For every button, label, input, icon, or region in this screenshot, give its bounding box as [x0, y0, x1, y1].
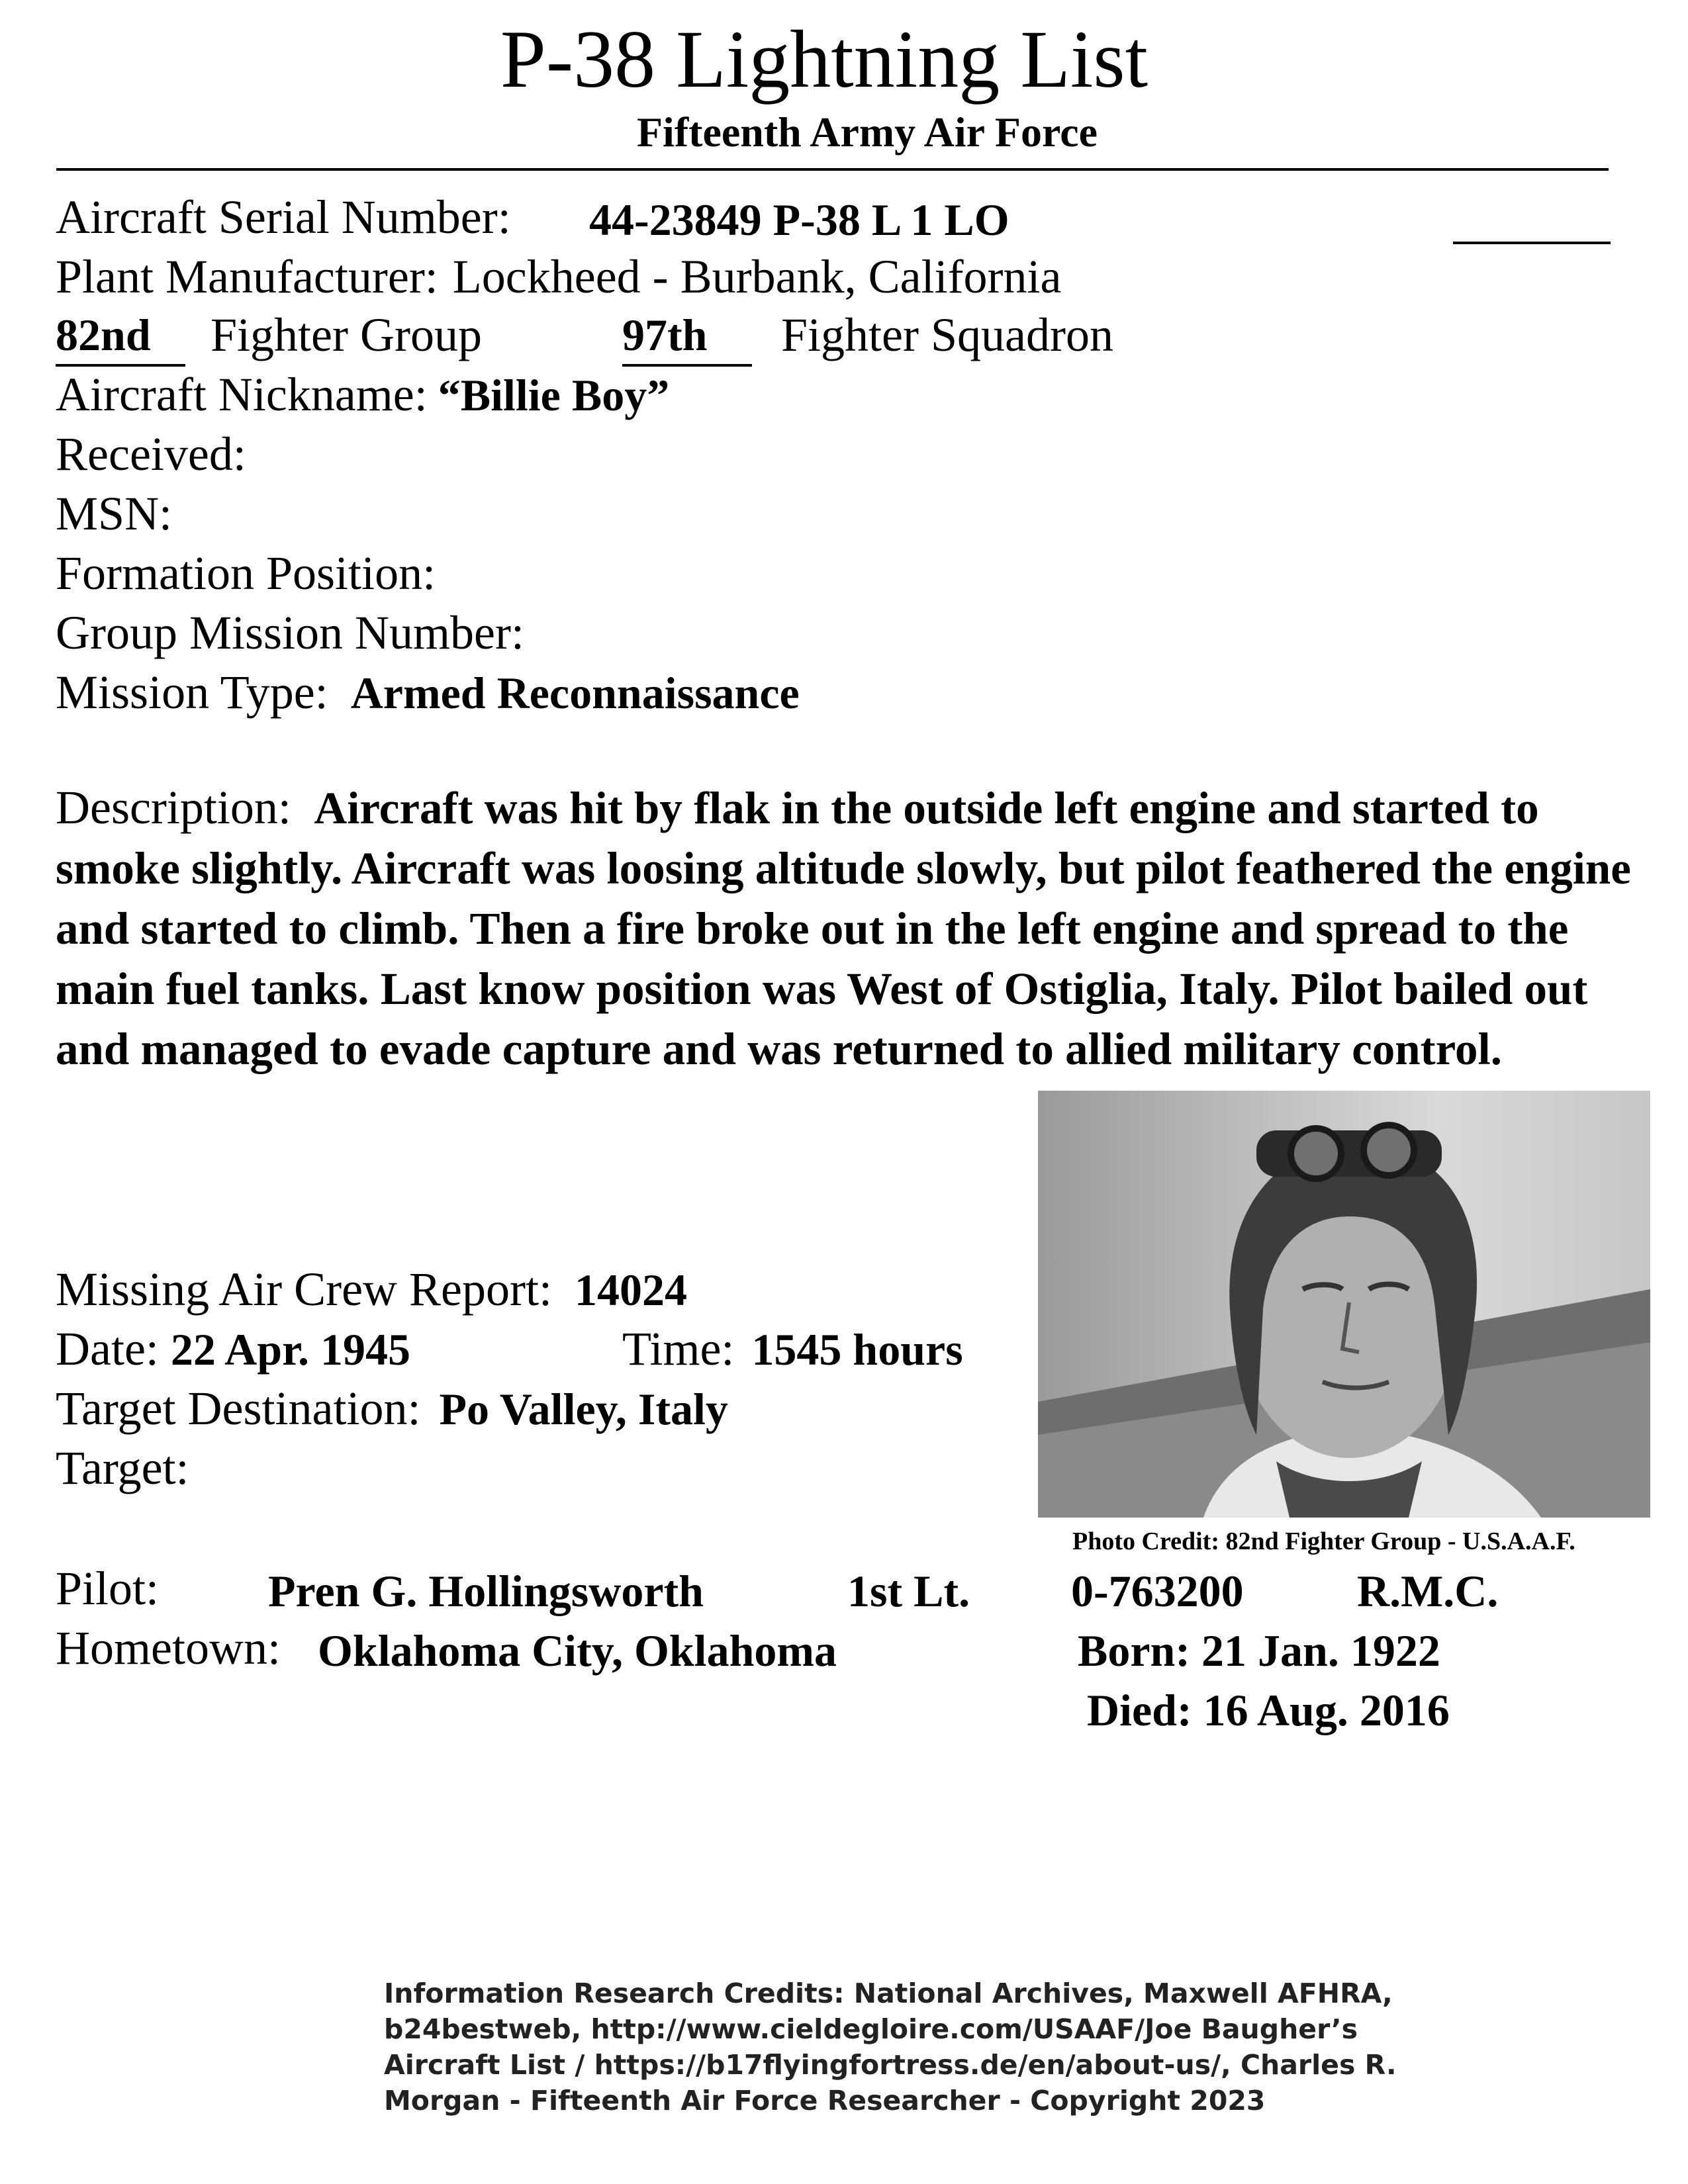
squadron-value: 97th	[622, 306, 752, 367]
serial-row	[56, 188, 511, 246]
mission-type-row	[56, 663, 800, 722]
squadron-number	[622, 306, 752, 367]
description-label: Description:	[56, 781, 291, 834]
macr-value: 14024	[575, 1265, 687, 1315]
credits-line-1: Information Research Credits: National Archives, Maxwell AFHRA,	[384, 1978, 1393, 2009]
squadron-label: Fighter Squadron	[781, 308, 1113, 361]
macr-label: Missing Air Crew Report:	[56, 1263, 552, 1316]
manufacturer-label: Plant Manufacturer:	[56, 250, 438, 303]
pilot-photo	[1038, 1091, 1650, 1518]
pilot-label: Pilot:	[56, 1562, 160, 1615]
photo-credit: Photo Credit: 82nd Fighter Group - U.S.A.A.F.	[1072, 1527, 1575, 1555]
page-title: P-38 Lightning List	[500, 14, 1149, 105]
date-row	[56, 1320, 410, 1379]
manufacturer-value: Lockheed - Burbank, California	[452, 250, 1062, 303]
hometown-value: Oklahoma City, Oklahoma	[318, 1625, 837, 1676]
pilot-born: Born: 21 Jan. 1922	[1078, 1625, 1440, 1676]
macr-row	[56, 1260, 687, 1319]
received-label: Received:	[56, 428, 246, 480]
credits-line-3: Aircraft List / https://b17flyingfortress.de/en/about-us/, Charles R.	[384, 2049, 1397, 2081]
description	[56, 778, 1631, 1079]
research-credits	[384, 1976, 1397, 2118]
pilot-status: R.M.C.	[1357, 1566, 1499, 1616]
time-value: 1545 hours	[751, 1324, 963, 1375]
destination-value: Po Valley, Italy	[439, 1384, 728, 1434]
group-value: 82nd	[56, 306, 185, 367]
destination-row	[56, 1379, 728, 1438]
target-label: Target:	[56, 1441, 189, 1494]
group-label: Fighter Group	[211, 308, 482, 361]
page-subtitle: Fifteenth Army Air Force	[636, 109, 1098, 156]
nickname-value: “Billie Boy”	[438, 370, 670, 420]
credits-line-4: Morgan - Fifteenth Air Force Researcher - Copyright 2023	[384, 2085, 1266, 2116]
date-label: Date:	[56, 1322, 159, 1375]
hometown-label: Hometown:	[56, 1621, 281, 1674]
mission-type-value: Armed Reconnaissance	[350, 668, 800, 718]
manufacturer-row	[56, 248, 1061, 306]
msn-label: MSN:	[56, 487, 173, 540]
nickname-row	[56, 365, 669, 424]
pilot-name: Pren G. Hollingsworth	[268, 1566, 704, 1616]
pilot-portrait-icon	[1038, 1091, 1650, 1518]
blank-line	[1453, 242, 1611, 244]
nickname-label: Aircraft Nickname:	[56, 368, 428, 421]
group-mission-label: Group Mission Number:	[56, 606, 524, 659]
serial-label: Aircraft Serial Number:	[56, 191, 511, 244]
formation-label: Formation Position:	[56, 547, 436, 600]
time-row	[622, 1320, 963, 1379]
date-value: 22 Apr. 1945	[170, 1324, 411, 1375]
pilot-serial: 0-763200	[1071, 1566, 1244, 1616]
credits-line-2: b24bestweb, http://www.cieldegloire.com/USAAF/Joe Baugher’s	[384, 2013, 1358, 2045]
description-text: Aircraft was hit by flak in the outside left engine and started to smoke slightly. Aircraft was loosing altitude slowly, but pilot feathered the engine and started to climb. Then a fire broke out in the left engine and spread to the main fuel tanks. Last know position was West of Ostiglia, Italy. Pilot bailed out and managed to evade capture and was returned to allied military control.	[56, 783, 1631, 1074]
serial-value: 44-23849 P-38 L 1 LO	[589, 195, 1009, 245]
destination-label: Target Destination:	[56, 1382, 421, 1435]
header-divider	[56, 168, 1609, 171]
mission-type-label: Mission Type:	[56, 666, 328, 719]
time-label: Time:	[622, 1322, 735, 1375]
pilot-rank: 1st Lt.	[847, 1566, 970, 1616]
pilot-died: Died: 16 Aug. 2016	[1087, 1685, 1450, 1735]
group-number	[56, 306, 185, 367]
